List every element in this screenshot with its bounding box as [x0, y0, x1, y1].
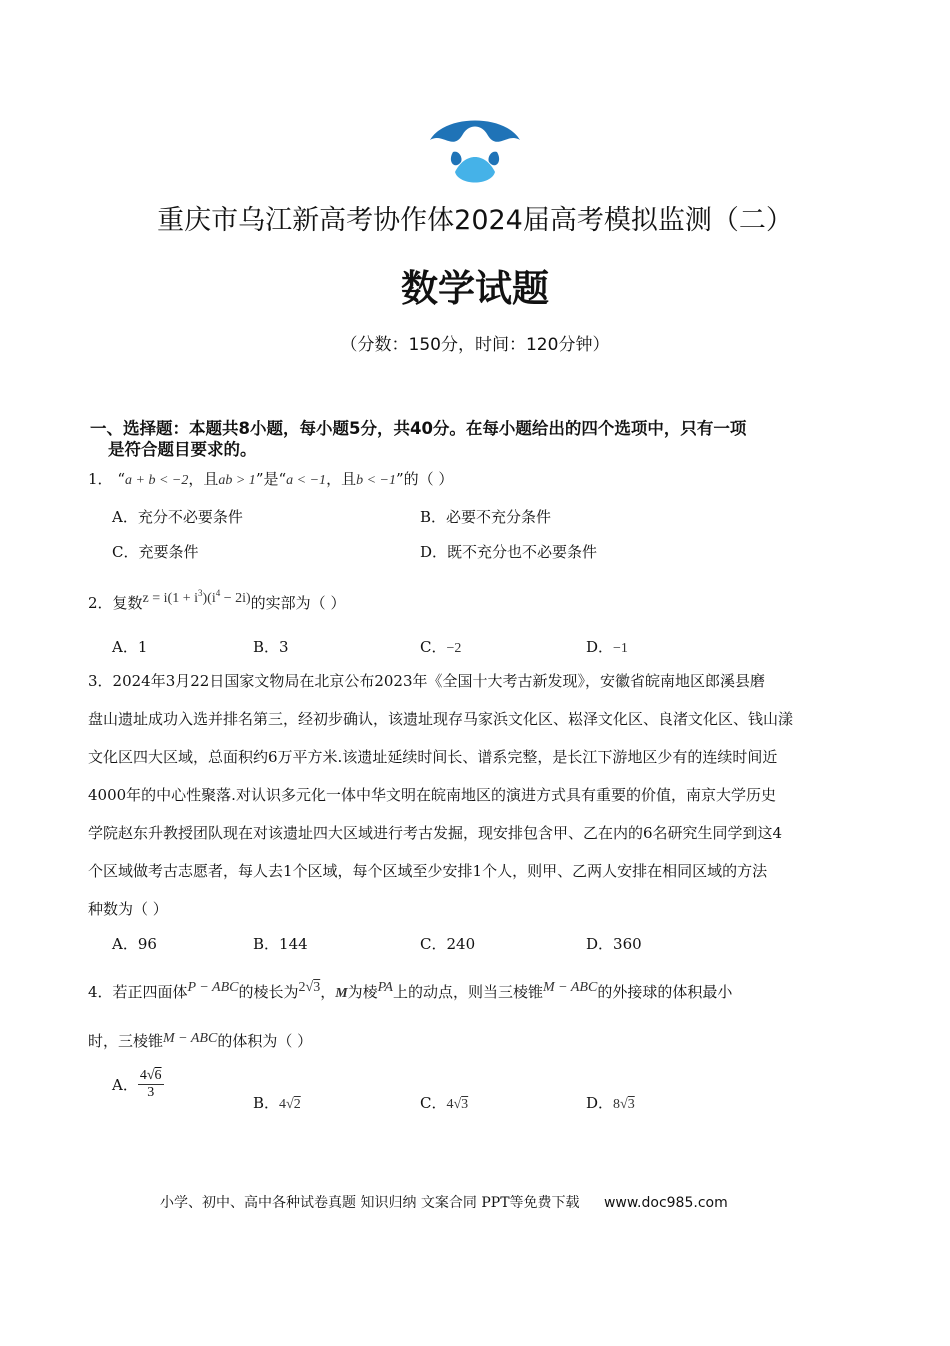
q2-math-part: z = i(1 + i [142, 591, 198, 606]
q4-text: 的棱长为 [238, 983, 299, 1001]
q2-text: 的实部为（ ） [250, 594, 346, 612]
option-label: A． [112, 1076, 138, 1094]
q3-line: 种数为（ ） [88, 900, 168, 918]
q4-text: 4．若正四面体 [88, 983, 188, 1001]
option-value: 1 [137, 638, 148, 656]
q4-math: PA [377, 980, 393, 995]
q1-text: “ [117, 470, 125, 488]
q1-option-b: B．必要不充分条件 [420, 508, 552, 526]
option-value: 4√3 [446, 1097, 469, 1112]
q3-option-a: A．96 [112, 935, 157, 953]
q1-option-a: A．充分不必要条件 [112, 508, 243, 526]
coef: 4 [139, 1068, 147, 1083]
q1-math-1: a + b < −2 [125, 473, 189, 488]
option-label: D． [586, 638, 614, 656]
q3-line: 3．2024年3月22日国家文物局在北京公布2023年《全国十大考古新发现》，安徽省皖南地区郎溪县磨 [88, 672, 766, 690]
q2-option-a [112, 636, 147, 657]
q2-option-c [420, 636, 461, 657]
fraction [138, 1068, 164, 1101]
q3-line: 学院赵东升教授团队现在对该遗址四大区域进行考古发掘，现安排包含甲、乙在内的6名研究生同学到这4 [88, 824, 783, 842]
coef: 2 [298, 980, 306, 995]
q2-option-d [586, 636, 628, 657]
option-value: −1 [613, 641, 628, 656]
radicand: 3 [627, 1097, 635, 1112]
q1-text: ”是“ [255, 470, 287, 488]
footer-link[interactable]: www.doc985.com [603, 1195, 728, 1211]
q2-math-part: − 2i) [220, 591, 251, 606]
q4-option-b [253, 1092, 301, 1113]
q2-math-part: )(i [202, 591, 216, 606]
q1-math-4: b < −1 [356, 473, 396, 488]
coef: 8 [613, 1097, 621, 1112]
q3-option-c: C．240 [420, 935, 476, 953]
option-value: 4√2 [279, 1097, 301, 1112]
q3-option-d: D．360 [586, 935, 642, 953]
q1-text: ，且 [188, 470, 219, 488]
q1-option-c: C．充要条件 [112, 543, 199, 561]
coef: 4 [446, 1097, 454, 1112]
section-line-1: 一、选择题：本题共8小题，每小题5分，共40分。在每小题给出的四个选项中，只有一项 [90, 419, 747, 438]
exam-title: 重庆市乌江新高考协作体2024届高考模拟监测（二） [157, 205, 793, 236]
radicand: 6 [154, 1068, 162, 1083]
footer-text: 小学、初中、高中各种试卷真题 知识归纳 文案合同 PPT等免费下载 [160, 1195, 580, 1211]
option-value: 3 [279, 638, 289, 656]
q1-text: ，且 [326, 470, 357, 488]
denominator: 3 [147, 1085, 155, 1100]
radicand: 3 [313, 980, 321, 995]
q4-option-c [420, 1092, 468, 1113]
q3-line: 文化区四大区域，总面积约6万平方米.该遗址延续时间长、谱系完整，是长江下游地区少有的连续时间近 [88, 748, 778, 766]
logo-drop-left [451, 152, 462, 166]
q4-text: 的外接球的体积最小 [597, 983, 733, 1001]
q1-math-3: a < −1 [286, 473, 327, 488]
q4-math: M [335, 986, 348, 1001]
question-number: 1． [88, 470, 113, 488]
q3-line: 4000年的中心性聚落.对认识多元化一体中华文明在皖南地区的演进方式具有重要的价值，南京大学历史 [88, 786, 776, 804]
option-label: B． [253, 638, 280, 656]
option-label: C． [420, 638, 447, 656]
option-label: B． [253, 1094, 280, 1112]
logo [425, 112, 525, 188]
q4-math-radical: 2√3 [298, 980, 321, 995]
option-value: 8√3 [613, 1097, 635, 1112]
question-1 [88, 468, 453, 489]
option-value: −2 [446, 641, 462, 656]
q4-math: P − ABC [187, 980, 239, 995]
q4-math: M − ABC [163, 1031, 218, 1046]
logo-drop-right [488, 152, 499, 166]
radicand: 2 [293, 1097, 301, 1112]
q4-text: 为棱 [347, 983, 378, 1001]
q3-option-b: B．144 [253, 935, 308, 953]
q3-line: 盘山遗址成功入选并排名第三，经初步确认，该遗址现存马家浜文化区、崧泽文化区、良渚文化区、钱山漾 [88, 710, 794, 728]
q4-option-d [586, 1092, 635, 1113]
question-2 [88, 588, 345, 613]
section-line-2: 是符合题目要求的。 [108, 440, 257, 459]
q4-option-a [112, 1068, 164, 1101]
q2-math [142, 588, 251, 606]
question-4-line-2 [88, 1030, 312, 1051]
q2-prefix: 2．复数 [88, 594, 143, 612]
option-label: A． [112, 638, 138, 656]
q3-line: 个区域做考古志愿者，每人去1个区域，每个区域至少安排1个人，则甲、乙两人安排在相同区域的方法 [88, 862, 768, 880]
q4-math: M − ABC [543, 980, 598, 995]
q4-text: 时，三棱锥 [88, 1032, 164, 1050]
exam-info: （分数：150分，时间：120分钟） [340, 335, 610, 355]
coef: 4 [279, 1097, 287, 1112]
q1-text: ”的（ ） [395, 470, 454, 488]
question-3 [88, 662, 863, 928]
q4-text: 上的动点，则当三棱锥 [392, 983, 543, 1001]
q2-sup: 4 [215, 588, 221, 598]
option-label: C． [420, 1094, 447, 1112]
q4-text: ， [320, 983, 336, 1001]
option-label: D． [586, 1094, 614, 1112]
logo-wave-top [430, 121, 520, 142]
footer [160, 1192, 728, 1212]
q2-sup: 3 [198, 588, 203, 598]
question-4 [88, 980, 863, 1002]
section-heading [90, 418, 880, 460]
exam-subject: 数学试题 [401, 267, 549, 310]
q4-text: 的体积为（ ） [217, 1032, 313, 1050]
radicand: 3 [461, 1097, 469, 1112]
numerator: 4√6 [139, 1068, 162, 1083]
q2-option-b [253, 636, 289, 657]
q1-math-2: ab > 1 [218, 473, 256, 488]
q1-option-d: D．既不充分也不必要条件 [420, 543, 598, 561]
